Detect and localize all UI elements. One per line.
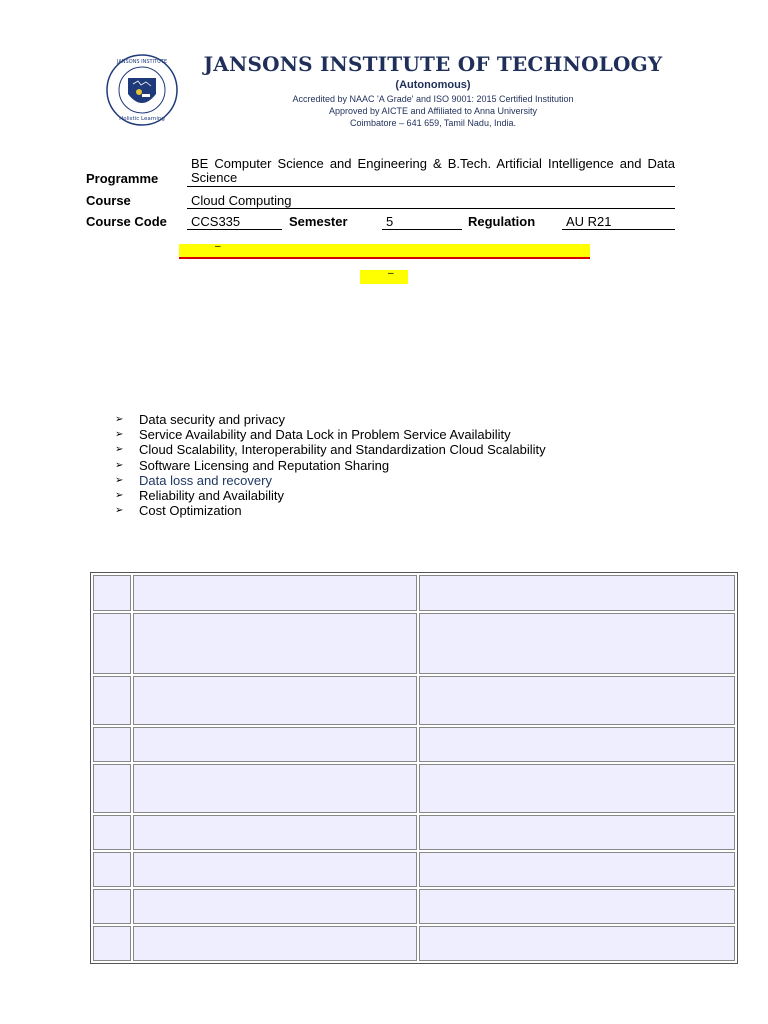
- table-cell: [133, 889, 417, 924]
- table-cell: [93, 727, 131, 762]
- table-cell: [93, 852, 131, 887]
- table-row: [93, 575, 735, 611]
- table-row: [93, 727, 735, 762]
- regulation-label: Regulation: [468, 214, 536, 229]
- table-cell: [93, 815, 131, 850]
- table-row: [93, 676, 735, 725]
- institute-logo: [106, 54, 178, 126]
- address-line: Coimbatore – 641 659, Tamil Nadu, India.: [350, 118, 516, 128]
- course-value: Cloud Computing: [187, 193, 675, 209]
- svg-text:JANSONS INSTITUTE: JANSONS INSTITUTE: [116, 59, 168, 65]
- semester-value: 5: [382, 214, 462, 230]
- table-cell: [419, 727, 735, 762]
- programme-label: Programme: [86, 171, 159, 186]
- table-row: [93, 613, 735, 674]
- table-cell: [93, 575, 131, 611]
- arrow-bullet-icon: ➢: [115, 505, 124, 517]
- arrow-bullet-icon: ➢: [115, 429, 124, 441]
- table-row: [93, 852, 735, 887]
- list-item: ➢ Reliability and Availability: [115, 487, 285, 503]
- content-table: [90, 572, 738, 964]
- programme-value: BE Computer Science and Engineering & B.Tech. Artificial Intelligence and Data Science: [187, 157, 675, 187]
- table-cell: [133, 613, 417, 674]
- table-cell: [133, 764, 417, 813]
- arrow-bullet-icon: ➢: [115, 444, 124, 456]
- table-cell: [419, 889, 735, 924]
- arrow-bullet-icon: ➢: [115, 414, 124, 425]
- table-row: [93, 926, 735, 961]
- table-row: [93, 764, 735, 813]
- arrow-bullet-icon: ➢: [115, 489, 124, 501]
- course-label: Course: [86, 193, 131, 208]
- table-cell: [93, 889, 131, 924]
- table-cell: [419, 575, 735, 611]
- arrow-bullet-icon: ➢: [115, 474, 124, 486]
- table-cell: [93, 764, 131, 813]
- list-item: ➢ Software Licensing and Reputation Sharing: [115, 457, 390, 473]
- table-cell: [93, 676, 131, 725]
- table-cell: [133, 676, 417, 725]
- table-row: [93, 815, 735, 850]
- table-cell: [93, 926, 131, 961]
- table-cell: [419, 926, 735, 961]
- approval-line: Approved by AICTE and Affiliated to Anna University: [329, 106, 537, 116]
- arrow-bullet-icon: ➢: [115, 459, 124, 471]
- accreditation-line: Accredited by NAAC 'A Grade' and ISO 9001: 2015 Certified Institution: [292, 94, 574, 104]
- table-row: [93, 889, 735, 924]
- table-cell: [419, 676, 735, 725]
- svg-text:Holistic Learning: Holistic Learning: [119, 116, 165, 122]
- highlight-bar-1: [179, 241, 590, 259]
- table-cell: [419, 815, 735, 850]
- table-cell: [133, 852, 417, 887]
- table-cell: [133, 815, 417, 850]
- highlight-dash-1: –: [215, 241, 221, 252]
- list-item: ➢ Data security and privacy: [115, 412, 285, 427]
- table-cell: [133, 727, 417, 762]
- list-item: ➢ Service Availability and Data Lock in Problem Service Availability: [115, 427, 511, 443]
- list-item: ➢ Cost Optimization: [115, 503, 242, 519]
- table-cell: [419, 852, 735, 887]
- semester-label: Semester: [289, 214, 348, 229]
- institute-name: JANSONS INSTITUTE OF TECHNOLOGY: [203, 52, 663, 76]
- highlight-dash-2: –: [388, 268, 394, 279]
- autonomous-label: (Autonomous): [395, 79, 471, 91]
- highlight-bar-2: [360, 270, 408, 284]
- list-item: ➢ Data loss and recovery: [115, 472, 272, 488]
- course-code-value: CCS335: [187, 214, 282, 230]
- table-cell: [419, 764, 735, 813]
- table-cell: [133, 575, 417, 611]
- list-item: ➢ Cloud Scalability, Interoperability and Standardization Cloud Scalability: [115, 442, 546, 458]
- course-code-label: Course Code: [86, 214, 167, 229]
- table-cell: [93, 613, 131, 674]
- regulation-value: AU R21: [562, 214, 675, 230]
- issues-bullet-list: [115, 412, 546, 518]
- table-cell: [419, 613, 735, 674]
- table-cell: [133, 926, 417, 961]
